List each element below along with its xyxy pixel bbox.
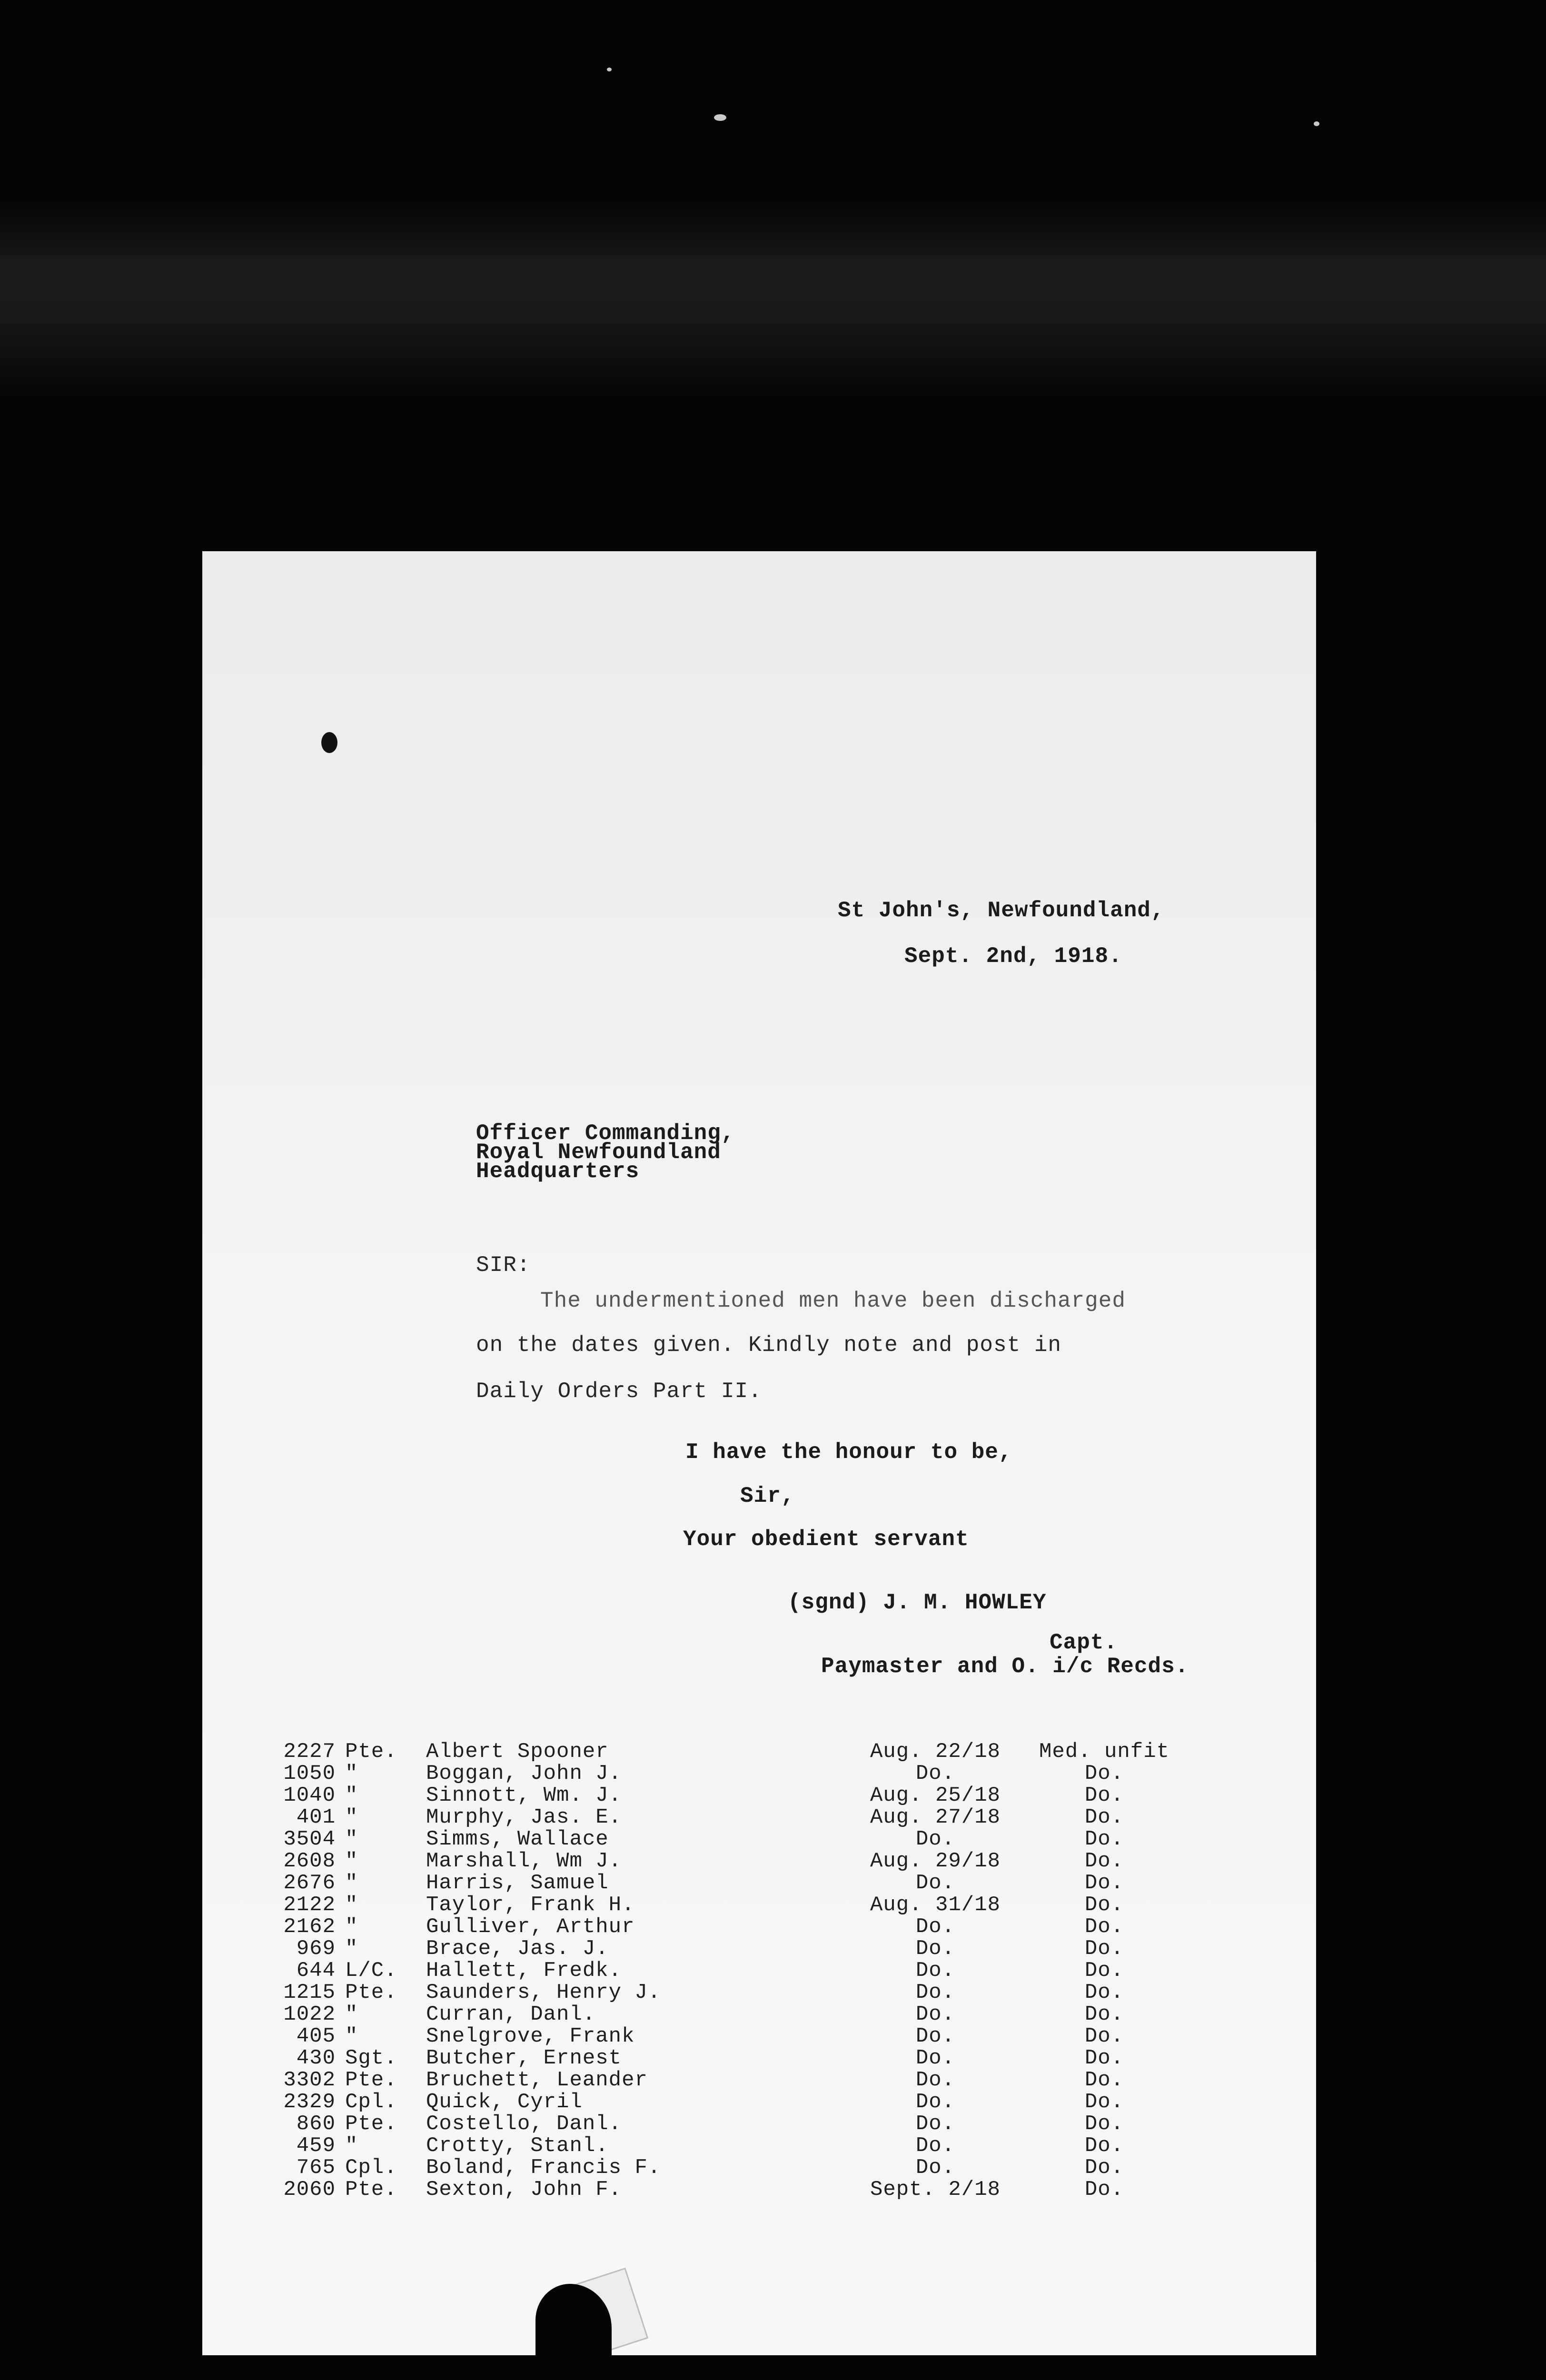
table-row (202, 2113, 1316, 2135)
table-row (202, 1938, 1316, 1960)
cell-remark: Do. (1084, 1915, 1124, 1939)
cell-name: Boggan, John J. (426, 1762, 622, 1785)
cell-num: 1022 (283, 2003, 336, 2026)
cell-rank: " (345, 1827, 358, 1851)
cell-date: Sept. 2/18 (870, 2178, 1001, 2202)
cell-num: 459 (296, 2134, 336, 2158)
letter-date: Sept. 2nd, 1918. (904, 944, 1122, 969)
cell-name: Saunders, Henry J. (426, 1981, 661, 2004)
cell-date: Do. (915, 1871, 955, 1895)
body-line-1: The undermentioned men have been discharged (540, 1289, 1126, 1313)
cell-remark: Do. (1084, 2046, 1124, 2070)
cell-rank: Pte. (345, 2178, 397, 2202)
addressee-line-1: Officer Commanding, (476, 1121, 735, 1146)
cell-remark: Do. (1084, 2090, 1124, 2114)
salutation: SIR: (476, 1253, 531, 1278)
cell-num: 3302 (283, 2068, 336, 2092)
cell-date: Do. (915, 2024, 955, 2048)
cell-name: Bruchett, Leander (426, 2068, 648, 2092)
closing-line-1: I have the honour to be, (685, 1440, 1012, 1465)
cell-remark: Do. (1084, 1849, 1124, 1873)
cell-name: Brace, Jas. J. (426, 1937, 609, 1961)
signature-title: Paymaster and O. i/c Recds. (821, 1654, 1189, 1679)
table-row (202, 2179, 1316, 2201)
body-line-3: Daily Orders Part II. (476, 1379, 762, 1404)
table-row (202, 2004, 1316, 2026)
cell-name: Sinnott, Wm. J. (426, 1784, 622, 1807)
cell-num: 2227 (283, 1740, 336, 1764)
cell-rank: Pte. (345, 1981, 397, 2004)
cell-num: 2060 (283, 2178, 336, 2202)
cell-num: 2122 (283, 1893, 336, 1917)
cell-remark: Do. (1084, 2156, 1124, 2180)
cell-name: Marshall, Wm J. (426, 1849, 622, 1873)
table-row (202, 1741, 1316, 1763)
cell-rank: " (345, 1805, 358, 1829)
cell-rank: Pte. (345, 2112, 397, 2136)
cell-remark: Do. (1084, 2068, 1124, 2092)
cell-num: 2162 (283, 1915, 336, 1939)
cell-remark: Do. (1084, 1937, 1124, 1961)
cell-date: Do. (915, 1937, 955, 1961)
cell-remark: Do. (1084, 2003, 1124, 2026)
scanner-backdrop (0, 200, 1546, 400)
cell-remark: Do. (1084, 1871, 1124, 1895)
cell-rank: " (345, 2003, 358, 2026)
table-row (202, 2157, 1316, 2179)
cell-date: Do. (915, 2134, 955, 2158)
cell-rank: " (345, 1915, 358, 1939)
cell-date: Aug. 31/18 (870, 1893, 1001, 1917)
cell-name: Hallett, Fredk. (426, 1959, 622, 1983)
cell-name: Crotty, Stanl. (426, 2134, 609, 2158)
cell-remark: Do. (1084, 2024, 1124, 2048)
cell-remark: Do. (1084, 1784, 1124, 1807)
table-row (202, 1982, 1316, 2004)
cell-num: 765 (296, 2156, 336, 2180)
table-row (202, 1807, 1316, 1829)
cell-remark: Do. (1084, 1893, 1124, 1917)
closing-line-3: Your obedient servant (683, 1527, 969, 1552)
cell-num: 2676 (283, 1871, 336, 1895)
punch-hole (321, 732, 337, 753)
cell-remark: Do. (1084, 1981, 1124, 2004)
cell-rank: Cpl. (345, 2156, 397, 2180)
table-row (202, 2070, 1316, 2092)
cell-rank: " (345, 1849, 358, 1873)
cell-date: Do. (915, 1915, 955, 1939)
table-row (202, 1851, 1316, 1873)
cell-rank: " (345, 1871, 358, 1895)
signature: (sgnd) J. M. HOWLEY (788, 1590, 1047, 1615)
cell-num: 1050 (283, 1762, 336, 1785)
cell-remark: Do. (1084, 1805, 1124, 1829)
cell-remark: Do. (1084, 1959, 1124, 1983)
cell-rank: " (345, 1937, 358, 1961)
cell-date: Do. (915, 2090, 955, 2114)
letter-place: St John's, Newfoundland, (838, 898, 1165, 923)
cell-name: Snelgrove, Frank (426, 2024, 635, 2048)
cell-rank: " (345, 1762, 358, 1785)
table-row (202, 1916, 1316, 1938)
cell-name: Costello, Danl. (426, 2112, 622, 2136)
cell-num: 401 (296, 1805, 336, 1829)
cell-name: Sexton, John F. (426, 2178, 622, 2202)
table-row (202, 2092, 1316, 2113)
cell-name: Quick, Cyril (426, 2090, 583, 2114)
cell-num: 405 (296, 2024, 336, 2048)
cell-rank: " (345, 2134, 358, 2158)
cell-date: Do. (915, 1762, 955, 1785)
cell-rank: L/C. (345, 1959, 397, 1983)
cell-rank: Pte. (345, 2068, 397, 2092)
table-row (202, 1785, 1316, 1807)
signature-rank: Capt. (1050, 1630, 1118, 1655)
cell-num: 1215 (283, 1981, 336, 2004)
cell-date: Do. (915, 2112, 955, 2136)
table-row (202, 1960, 1316, 1982)
cell-remark: Do. (1084, 2178, 1124, 2202)
cell-num: 3504 (283, 1827, 336, 1851)
cell-name: Murphy, Jas. E. (426, 1805, 622, 1829)
cell-num: 860 (296, 2112, 336, 2136)
addressee-line-3: Headquarters (476, 1159, 640, 1184)
cell-num: 430 (296, 2046, 336, 2070)
cell-name: Gulliver, Arthur (426, 1915, 635, 1939)
cell-rank: " (345, 1784, 358, 1807)
table-row (202, 1763, 1316, 1785)
cell-name: Curran, Danl. (426, 2003, 596, 2026)
cell-name: Boland, Francis F. (426, 2156, 661, 2180)
cell-date: Aug. 22/18 (870, 1740, 1001, 1764)
table-row (202, 1894, 1316, 1916)
cell-remark: Med. unfit (1039, 1740, 1170, 1764)
letter-page (202, 551, 1316, 2355)
cell-date: Do. (915, 2003, 955, 2026)
cell-date: Aug. 25/18 (870, 1784, 1001, 1807)
table-row (202, 1829, 1316, 1851)
cell-rank: " (345, 2024, 358, 2048)
dust-speck (714, 114, 726, 121)
cell-rank: Cpl. (345, 2090, 397, 2114)
dust-speck (607, 68, 612, 71)
dust-speck (1314, 121, 1319, 126)
cell-date: Do. (915, 1981, 955, 2004)
cell-name: Harris, Samuel (426, 1871, 609, 1895)
table-row (202, 2048, 1316, 2070)
cell-rank: " (345, 1893, 358, 1917)
cell-date: Aug. 27/18 (870, 1805, 1001, 1829)
cell-date: Do. (915, 1959, 955, 1983)
cell-rank: Pte. (345, 1740, 397, 1764)
cell-name: Taylor, Frank H. (426, 1893, 635, 1917)
cell-num: 2329 (283, 2090, 336, 2114)
body-line-2: on the dates given. Kindly note and post in (476, 1333, 1061, 1358)
cell-date: Aug. 29/18 (870, 1849, 1001, 1873)
cell-name: Albert Spooner (426, 1740, 609, 1764)
cell-remark: Do. (1084, 1762, 1124, 1785)
cell-name: Butcher, Ernest (426, 2046, 622, 2070)
closing-line-2: Sir, (740, 1484, 795, 1508)
cell-rank: Sgt. (345, 2046, 397, 2070)
cell-num: 969 (296, 1937, 336, 1961)
cell-date: Do. (915, 2156, 955, 2180)
addressee-line-2: Royal Newfoundland (476, 1140, 721, 1165)
table-row (202, 1873, 1316, 1894)
cell-date: Do. (915, 2068, 955, 2092)
cell-remark: Do. (1084, 2112, 1124, 2136)
cell-remark: Do. (1084, 2134, 1124, 2158)
cell-num: 2608 (283, 1849, 336, 1873)
table-row (202, 2135, 1316, 2157)
cell-name: Simms, Wallace (426, 1827, 609, 1851)
cell-num: 644 (296, 1959, 336, 1983)
cell-num: 1040 (283, 1784, 336, 1807)
cell-remark: Do. (1084, 1827, 1124, 1851)
table-row (202, 2026, 1316, 2048)
cell-date: Do. (915, 1827, 955, 1851)
cell-date: Do. (915, 2046, 955, 2070)
